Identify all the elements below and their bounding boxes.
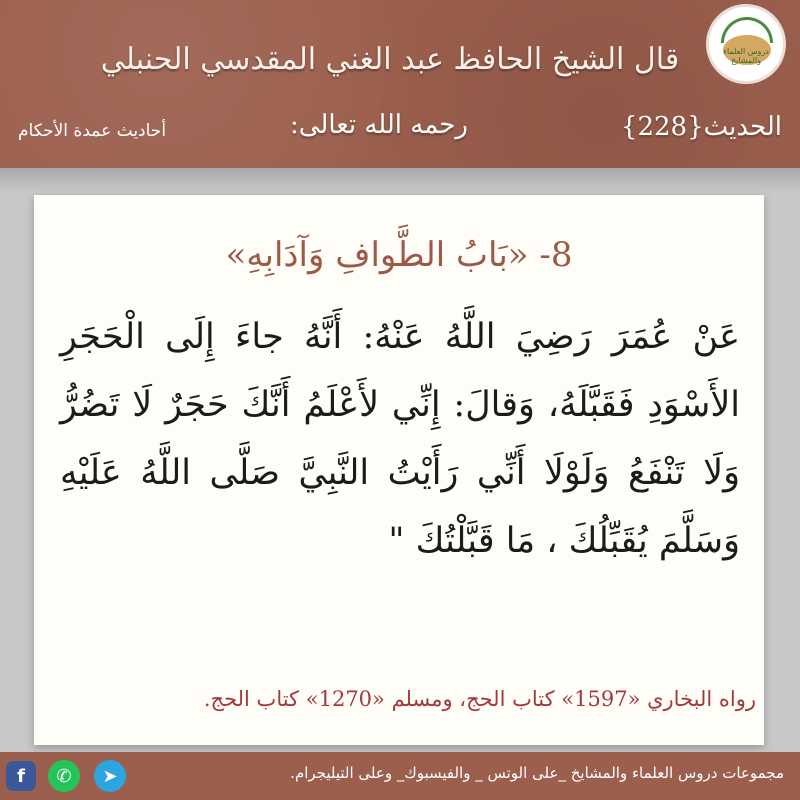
logo-text: دروس العلماء والمشايخ xyxy=(723,47,769,65)
whatsapp-icon[interactable]: ✆ xyxy=(48,760,80,792)
header-banner xyxy=(0,0,800,168)
telegram-icon[interactable]: ➤ xyxy=(94,760,126,792)
facebook-icon[interactable]: f xyxy=(6,761,36,791)
narration-source: رواه البخاري «1597» كتاب الحج، ومسلم «1270» كتاب الحج. xyxy=(203,687,756,711)
footer-channels-text: مجموعات دروس العلماء والمشايخ _على الوتس _ والفيسبوك_ وعلى التيليجرام. xyxy=(290,764,784,782)
chapter-title: 8- «بَابُ الطَّوافِ وَآدَابِهِ» xyxy=(225,235,573,275)
hadith-number: الحديث{228} xyxy=(620,112,782,142)
source-book-title: أحاديث عمدة الأحكام xyxy=(18,121,167,141)
footer-bar xyxy=(0,752,800,800)
hadith-text: عَنْ عُمَرَ رَضِيَ اللَّهُ عَنْهُ: أَنَّهُ جاءَ إِلَى الْحَجَرِ الأَسْوَدِ فَقَبَّلَهُ، وَقالَ: إِنِّي لأَعْلَمُ أَنَّكَ حَجَرٌ لَا تَضُرُّ وَلَا تَنْفَعُ وَلَوْلَا أَنِّي رَأَيْتُ النَّبِيَّ صَلَّى اللَّهُ عَلَيْهِ وَسَلَّمَ يُقَبِّلُكَ ، مَا قَبَّلْتُكَ " xyxy=(60,317,740,561)
channel-logo xyxy=(706,4,786,84)
rahimahu-text: رحمه الله تعالى: xyxy=(290,110,468,140)
hadith-card xyxy=(34,195,764,745)
scholar-attribution: قال الشيخ الحافظ عبد الغني المقدسي الحنبلي xyxy=(100,42,680,77)
header-shadow xyxy=(0,168,800,192)
